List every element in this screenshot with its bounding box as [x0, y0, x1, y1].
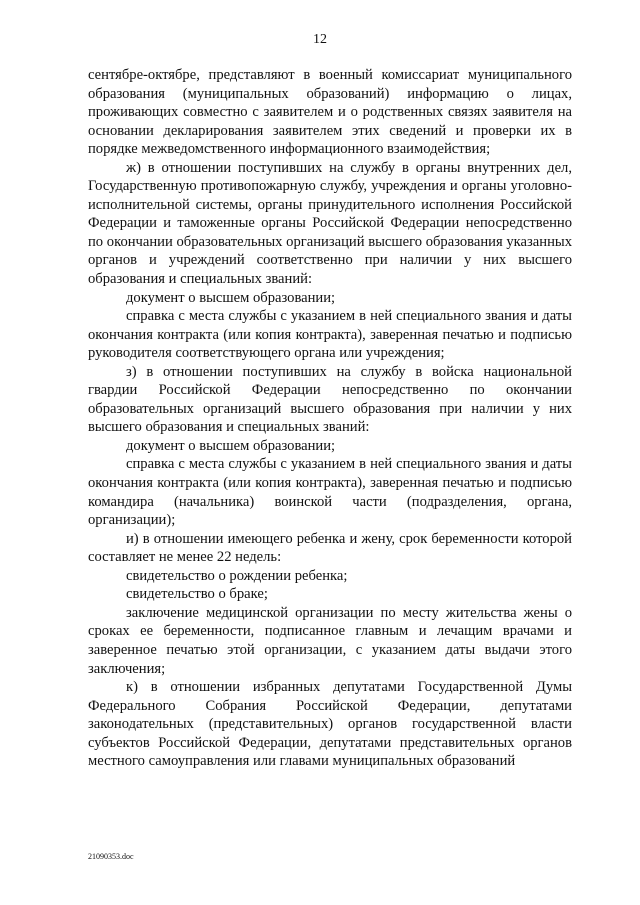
page-number: 12	[313, 32, 327, 47]
paragraph-service-certificate-2: справка с места службы с указанием в ней специального звания и даты окончания контракта (или копия контракта), заверенная печатью и подписью командира (начальника) воинской части (подразделения, органа, организации);	[88, 456, 572, 529]
paragraph-service-certificate-1: справка с места службы с указанием в ней специального звания и даты окончания контракта (или копия контракта), заверенная печатью и подписью руководителя соответствующего органа или учреждения;	[88, 308, 572, 362]
document-body	[88, 66, 572, 771]
paragraph-item-k: к) в отношении избранных депутатами Государственной Думы Федерального Собрания Российской Федерации, депутатами законодательных (представительных) органов государственной власти субъектов Российской Федерации, депутатами представительных органов местного самоуправления или главами муниципальных образований	[88, 679, 572, 770]
paragraph-item-i: и) в отношении имеющего ребенка и жену, срок беременности которой составляет не менее 22 недель:	[88, 530, 572, 566]
paragraph-item-z: з) в отношении поступивших на службу в войска национальной гвардии Российской Федерации непосредственно по окончании образовательных организаций высшего образования при наличии у них высшего образования и специальных званий:	[88, 363, 572, 436]
paragraph-medical-conclusion: заключение медицинской организации по месту жительства жены о сроках ее беременности, подписанное главным и лечащим врачами и заверенное печатью этой организации, с указанием даты выдачи этого заключения;	[88, 604, 572, 677]
paragraph-diploma-2: документ о высшем образовании;	[126, 437, 336, 454]
paragraph-marriage-certificate: свидетельство о браке;	[126, 586, 268, 603]
document-file-code: 21090353.doc	[88, 852, 134, 861]
paragraph-diploma-1: документ о высшем образовании;	[126, 289, 336, 306]
paragraph-continuation: сентябре-октябре, представляют в военный комиссариат муниципального образования (муниципальных образований) информацию о лицах, проживающих совместно с заявителем и о родственных связях заявителя на основании декларирования заявителем этих сведений и проверки их в порядке межведомственного информационного взаимодействия;	[88, 67, 572, 158]
paragraph-birth-certificate: свидетельство о рождении ребенка;	[126, 567, 348, 584]
paragraph-item-zh: ж) в отношении поступивших на службу в органы внутренних дел, Государственную противопожарную службу, учреждения и органы уголовно-исполнительной системы, органы принудительного исполнения Российской Федерации и таможенные органы Российской Федерации непосредственно по окончании образовательных организаций высшего образования указанных органов и учреждений соответственно при наличии у них высшего образования и специальных званий:	[88, 159, 572, 288]
